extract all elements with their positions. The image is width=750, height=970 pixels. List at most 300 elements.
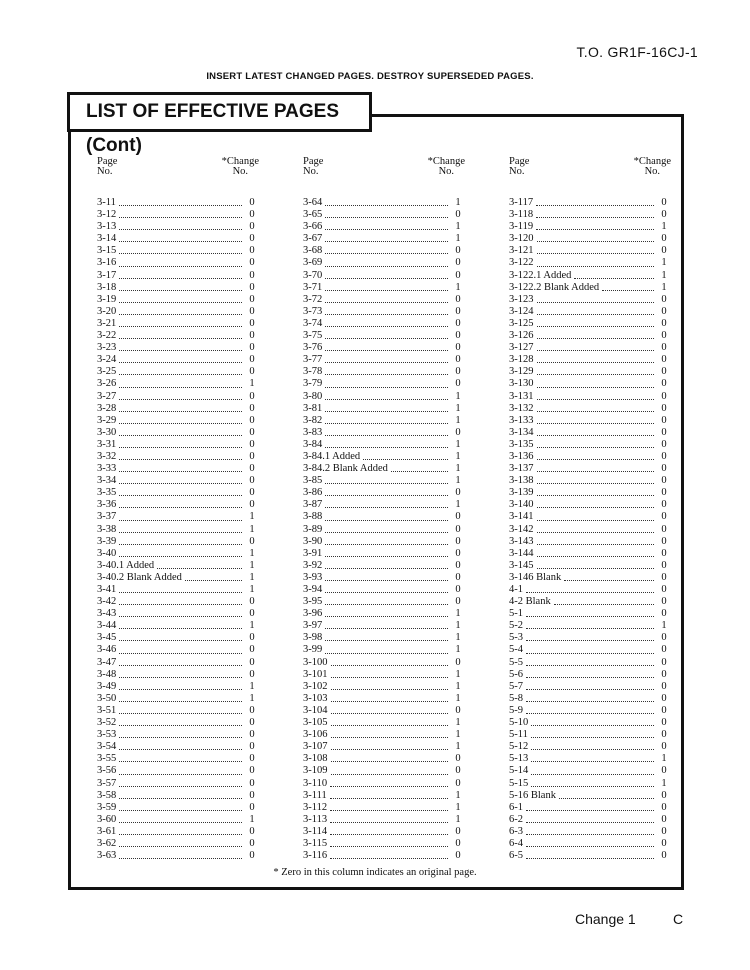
dot-leader bbox=[119, 596, 242, 608]
change-number: 1 bbox=[661, 281, 667, 293]
page-number: 3-34 bbox=[97, 475, 117, 487]
change-number: 1 bbox=[455, 233, 461, 245]
change-number: 0 bbox=[661, 330, 667, 342]
page-number: 3-14 bbox=[97, 233, 117, 245]
page-number: 3-124 bbox=[509, 305, 534, 317]
table-row bbox=[509, 596, 671, 608]
dot-leader bbox=[119, 620, 242, 632]
change-number: 0 bbox=[661, 523, 667, 535]
table-row bbox=[303, 657, 465, 669]
table-row bbox=[303, 282, 465, 294]
table-row bbox=[303, 499, 465, 511]
dot-leader bbox=[391, 463, 448, 475]
table-row bbox=[97, 826, 259, 838]
dot-leader bbox=[537, 487, 655, 499]
page-number: 3-132 bbox=[509, 402, 534, 414]
column-header bbox=[97, 157, 259, 197]
table-row bbox=[509, 282, 671, 294]
change-no-header: *Change No. bbox=[221, 156, 259, 177]
page-number: 3-68 bbox=[303, 245, 323, 257]
page-number: 3-57 bbox=[97, 777, 117, 789]
change-number: 0 bbox=[249, 305, 255, 317]
page-number: 3-129 bbox=[509, 366, 534, 378]
change-number: 0 bbox=[249, 354, 255, 366]
dot-leader bbox=[537, 294, 655, 306]
dot-leader bbox=[119, 717, 242, 729]
table-row bbox=[303, 596, 465, 608]
page-number: 3-112 bbox=[303, 801, 328, 813]
change-number: 0 bbox=[249, 269, 255, 281]
page-number: 3-125 bbox=[509, 317, 534, 329]
table-row bbox=[97, 802, 259, 814]
change-number: 0 bbox=[249, 438, 255, 450]
change-number: 0 bbox=[249, 463, 255, 475]
dot-leader bbox=[325, 233, 448, 245]
change-number: 0 bbox=[249, 197, 255, 208]
change-number: 0 bbox=[455, 317, 461, 329]
change-number: 0 bbox=[661, 596, 667, 608]
dot-leader bbox=[559, 790, 654, 802]
dot-leader bbox=[325, 620, 448, 632]
dot-leader bbox=[119, 511, 242, 523]
table-row bbox=[509, 753, 671, 765]
dot-leader bbox=[331, 729, 449, 741]
page-number: 3-93 bbox=[303, 571, 323, 583]
dot-leader bbox=[119, 257, 242, 269]
page-number: 3-88 bbox=[303, 511, 323, 523]
table-row bbox=[97, 257, 259, 269]
page-number: 3-81 bbox=[303, 402, 323, 414]
page-number: 5-3 bbox=[509, 632, 523, 644]
change-number: 0 bbox=[249, 644, 255, 656]
change-number: 1 bbox=[661, 257, 667, 269]
dot-leader bbox=[119, 729, 242, 741]
page-number: 3-40.2 Blank Added bbox=[97, 571, 182, 583]
table-row bbox=[303, 741, 465, 753]
change-number: 0 bbox=[661, 245, 667, 257]
dot-leader bbox=[119, 778, 242, 790]
page-no-header: Page No. bbox=[97, 156, 118, 177]
change-number: 0 bbox=[661, 559, 667, 571]
page-number: 6-4 bbox=[509, 837, 523, 849]
page-number: 3-13 bbox=[97, 221, 117, 233]
dot-leader bbox=[537, 354, 655, 366]
change-number: 0 bbox=[249, 596, 255, 608]
table-row bbox=[97, 197, 259, 209]
dot-leader bbox=[325, 403, 448, 415]
page-number: 3-82 bbox=[303, 414, 323, 426]
dot-leader bbox=[119, 657, 242, 669]
table-row bbox=[509, 778, 671, 790]
change-number: 1 bbox=[455, 463, 461, 475]
dot-leader bbox=[119, 802, 242, 814]
page-number: 4-1 bbox=[509, 584, 523, 595]
dot-leader bbox=[325, 644, 448, 656]
page-title: LIST OF EFFECTIVE PAGES (Cont) bbox=[67, 92, 372, 132]
change-number: 0 bbox=[249, 717, 255, 729]
dot-leader bbox=[537, 415, 655, 427]
change-number: 0 bbox=[455, 330, 461, 342]
page-number: 3-108 bbox=[303, 753, 328, 765]
table-row bbox=[97, 608, 259, 620]
change-number: 0 bbox=[249, 209, 255, 221]
page-number: 5-14 bbox=[509, 765, 529, 777]
table-row bbox=[303, 403, 465, 415]
dot-leader bbox=[325, 391, 448, 403]
change-no-header: *Change No. bbox=[427, 156, 465, 177]
table-row bbox=[509, 693, 671, 705]
table-row bbox=[303, 257, 465, 269]
table-row bbox=[303, 608, 465, 620]
dot-leader bbox=[119, 790, 242, 802]
page-number: 3-25 bbox=[97, 366, 117, 378]
table-row bbox=[509, 330, 671, 342]
footer-page-letter: C bbox=[673, 911, 684, 927]
page-number: 3-59 bbox=[97, 801, 117, 813]
table-row bbox=[303, 644, 465, 656]
dot-leader bbox=[325, 475, 448, 487]
page-number: 3-127 bbox=[509, 342, 534, 354]
dot-leader bbox=[119, 306, 242, 318]
dot-leader bbox=[330, 802, 448, 814]
page-number: 5-2 bbox=[509, 620, 523, 632]
table-row bbox=[509, 536, 671, 548]
change-number: 0 bbox=[455, 487, 461, 499]
table-row bbox=[509, 318, 671, 330]
page-no-header: Page No. bbox=[509, 156, 530, 177]
change-number: 0 bbox=[249, 850, 255, 862]
table-row bbox=[509, 403, 671, 415]
table-row bbox=[97, 439, 259, 451]
dot-leader bbox=[537, 536, 655, 548]
page-number: 3-114 bbox=[303, 825, 328, 837]
page-number: 3-96 bbox=[303, 608, 323, 620]
page-number: 3-48 bbox=[97, 668, 117, 680]
change-number: 0 bbox=[661, 293, 667, 305]
dot-leader bbox=[119, 221, 242, 233]
dot-leader bbox=[531, 729, 654, 741]
dot-leader bbox=[119, 693, 242, 705]
page-number: 5-16 Blank bbox=[509, 789, 556, 801]
table-row bbox=[509, 475, 671, 487]
change-number: 0 bbox=[661, 209, 667, 221]
dot-leader bbox=[537, 451, 655, 463]
page-number: 3-117 bbox=[509, 197, 534, 208]
dot-leader bbox=[325, 439, 448, 451]
change-number: 0 bbox=[661, 729, 667, 741]
change-number: 0 bbox=[249, 656, 255, 668]
page-number: 3-47 bbox=[97, 656, 117, 668]
page-number: 3-71 bbox=[303, 281, 323, 293]
page-number: 3-141 bbox=[509, 511, 534, 523]
page-number: 3-104 bbox=[303, 704, 328, 716]
change-number: 0 bbox=[661, 692, 667, 704]
page-number: 3-105 bbox=[303, 717, 328, 729]
change-number: 0 bbox=[661, 668, 667, 680]
page-number: 3-102 bbox=[303, 680, 328, 692]
change-number: 0 bbox=[249, 729, 255, 741]
table-row bbox=[509, 487, 671, 499]
page-number: 3-50 bbox=[97, 692, 117, 704]
dot-leader bbox=[325, 487, 448, 499]
page-number: 3-19 bbox=[97, 293, 117, 305]
change-number: 0 bbox=[661, 717, 667, 729]
dot-leader bbox=[119, 245, 242, 257]
change-number: 0 bbox=[249, 837, 255, 849]
dot-leader bbox=[119, 632, 242, 644]
page-number: 5-9 bbox=[509, 704, 523, 716]
dot-leader bbox=[325, 560, 448, 572]
change-number: 1 bbox=[249, 813, 255, 825]
change-number: 1 bbox=[455, 680, 461, 692]
change-number: 0 bbox=[249, 825, 255, 837]
change-number: 1 bbox=[455, 414, 461, 426]
change-number: 1 bbox=[455, 620, 461, 632]
page-number: 5-12 bbox=[509, 741, 529, 753]
dot-leader bbox=[119, 741, 242, 753]
dot-leader bbox=[119, 524, 242, 536]
page-number: 3-115 bbox=[303, 837, 328, 849]
page-number: 3-23 bbox=[97, 342, 117, 354]
change-number: 0 bbox=[661, 438, 667, 450]
dot-leader bbox=[119, 644, 242, 656]
change-number: 0 bbox=[455, 825, 461, 837]
page-number: 3-95 bbox=[303, 596, 323, 608]
table-row bbox=[97, 306, 259, 318]
lep-column-3 bbox=[509, 157, 671, 862]
table-row bbox=[509, 681, 671, 693]
page-number: 6-2 bbox=[509, 813, 523, 825]
change-number: 0 bbox=[661, 644, 667, 656]
table-row bbox=[509, 669, 671, 681]
dot-leader bbox=[325, 596, 448, 608]
dot-leader bbox=[331, 705, 449, 717]
table-row bbox=[509, 245, 671, 257]
table-row bbox=[97, 294, 259, 306]
dot-leader bbox=[531, 765, 654, 777]
footer-change-number: Change 1 bbox=[575, 911, 636, 927]
change-number: 0 bbox=[661, 197, 667, 208]
dot-leader bbox=[325, 318, 448, 330]
table-row bbox=[509, 209, 671, 221]
table-row bbox=[303, 427, 465, 439]
dot-leader bbox=[119, 487, 242, 499]
dot-leader bbox=[526, 814, 654, 826]
table-row bbox=[97, 415, 259, 427]
change-number: 1 bbox=[455, 692, 461, 704]
change-number: 0 bbox=[661, 499, 667, 511]
table-row bbox=[303, 524, 465, 536]
change-number: 0 bbox=[661, 475, 667, 487]
page-number: 3-64 bbox=[303, 197, 323, 208]
change-number: 0 bbox=[249, 475, 255, 487]
table-row bbox=[97, 850, 259, 862]
dot-leader bbox=[536, 209, 654, 221]
page-number: 3-11 bbox=[97, 197, 116, 208]
page-number: 3-67 bbox=[303, 233, 323, 245]
change-number: 1 bbox=[249, 559, 255, 571]
page-number: 3-31 bbox=[97, 438, 117, 450]
table-row bbox=[303, 378, 465, 390]
dot-leader bbox=[536, 221, 654, 233]
table-row bbox=[509, 620, 671, 632]
dot-leader bbox=[325, 294, 448, 306]
page-number: 3-42 bbox=[97, 596, 117, 608]
change-number: 1 bbox=[455, 197, 461, 208]
dot-leader bbox=[537, 342, 655, 354]
change-number: 0 bbox=[661, 632, 667, 644]
table-row bbox=[303, 463, 465, 475]
dot-leader bbox=[325, 608, 448, 620]
table-row bbox=[303, 536, 465, 548]
dot-leader bbox=[537, 306, 655, 318]
table-row bbox=[303, 632, 465, 644]
table-row bbox=[97, 765, 259, 777]
page-number: 3-119 bbox=[509, 221, 534, 233]
table-row bbox=[509, 814, 671, 826]
dot-leader bbox=[331, 681, 449, 693]
dot-leader bbox=[119, 451, 242, 463]
page-number: 3-35 bbox=[97, 487, 117, 499]
change-number: 1 bbox=[249, 692, 255, 704]
page-number: 3-78 bbox=[303, 366, 323, 378]
dot-leader bbox=[119, 403, 242, 415]
change-number: 0 bbox=[455, 269, 461, 281]
page-number: 3-122.1 Added bbox=[509, 269, 572, 281]
table-row bbox=[97, 209, 259, 221]
table-row bbox=[509, 451, 671, 463]
dot-leader bbox=[537, 463, 655, 475]
page-number: 3-89 bbox=[303, 523, 323, 535]
page-number: 3-69 bbox=[303, 257, 323, 269]
page-number: 3-91 bbox=[303, 547, 323, 559]
table-row bbox=[97, 270, 259, 282]
table-row bbox=[97, 524, 259, 536]
change-number: 0 bbox=[661, 378, 667, 390]
table-row bbox=[509, 741, 671, 753]
table-row bbox=[97, 705, 259, 717]
table-row bbox=[509, 644, 671, 656]
page-number: 3-77 bbox=[303, 354, 323, 366]
change-number: 0 bbox=[249, 608, 255, 620]
change-number: 0 bbox=[249, 414, 255, 426]
dot-leader bbox=[331, 717, 449, 729]
dot-leader bbox=[325, 378, 448, 390]
table-row bbox=[97, 814, 259, 826]
page-list bbox=[509, 197, 671, 862]
dot-leader bbox=[119, 439, 242, 451]
table-row bbox=[509, 802, 671, 814]
dot-leader bbox=[526, 620, 654, 632]
dot-leader bbox=[537, 366, 655, 378]
table-row bbox=[303, 729, 465, 741]
page-number: 3-54 bbox=[97, 741, 117, 753]
page-number: 3-84.1 Added bbox=[303, 450, 361, 462]
dot-leader bbox=[325, 257, 448, 269]
change-number: 0 bbox=[249, 221, 255, 233]
page-number: 5-6 bbox=[509, 668, 523, 680]
change-number: 0 bbox=[455, 765, 461, 777]
change-number: 0 bbox=[455, 342, 461, 354]
change-number: 0 bbox=[455, 850, 461, 862]
table-row bbox=[97, 427, 259, 439]
change-number: 0 bbox=[249, 777, 255, 789]
table-row bbox=[97, 463, 259, 475]
dot-leader bbox=[325, 245, 448, 257]
dot-leader bbox=[526, 693, 654, 705]
dot-leader bbox=[325, 366, 448, 378]
table-row bbox=[303, 270, 465, 282]
dot-leader bbox=[537, 439, 655, 451]
table-row bbox=[303, 765, 465, 777]
table-row bbox=[97, 511, 259, 523]
table-row bbox=[97, 245, 259, 257]
table-row bbox=[97, 487, 259, 499]
change-number: 0 bbox=[455, 656, 461, 668]
table-row bbox=[509, 233, 671, 245]
table-row bbox=[509, 790, 671, 802]
change-number: 0 bbox=[661, 463, 667, 475]
table-row bbox=[509, 717, 671, 729]
dot-leader bbox=[119, 850, 242, 862]
change-number: 1 bbox=[455, 608, 461, 620]
dot-leader bbox=[325, 197, 448, 209]
dot-leader bbox=[119, 342, 242, 354]
change-number: 0 bbox=[249, 426, 255, 438]
change-number: 1 bbox=[249, 571, 255, 583]
dot-leader bbox=[119, 294, 242, 306]
page-number: 3-44 bbox=[97, 620, 117, 632]
change-number: 0 bbox=[249, 342, 255, 354]
change-number: 1 bbox=[249, 378, 255, 390]
table-row bbox=[303, 705, 465, 717]
change-number: 0 bbox=[661, 680, 667, 692]
table-row bbox=[303, 197, 465, 209]
column-header bbox=[509, 157, 671, 197]
table-row bbox=[303, 826, 465, 838]
dot-leader bbox=[325, 306, 448, 318]
table-row bbox=[97, 669, 259, 681]
table-row bbox=[509, 729, 671, 741]
page-number: 3-111 bbox=[303, 789, 327, 801]
page-number: 3-66 bbox=[303, 221, 323, 233]
dot-leader bbox=[119, 330, 242, 342]
lep-column-1 bbox=[97, 157, 259, 862]
table-row bbox=[509, 197, 671, 209]
change-number: 0 bbox=[249, 245, 255, 257]
dot-leader bbox=[119, 209, 242, 221]
dot-leader bbox=[526, 584, 654, 596]
page-number: 3-116 bbox=[303, 850, 328, 862]
dot-leader bbox=[537, 524, 655, 536]
dot-leader bbox=[185, 572, 242, 584]
change-number: 0 bbox=[249, 257, 255, 269]
table-row bbox=[303, 681, 465, 693]
change-number: 1 bbox=[661, 777, 667, 789]
page-number: 3-134 bbox=[509, 426, 534, 438]
page-number: 6-5 bbox=[509, 850, 523, 862]
page-number: 3-103 bbox=[303, 692, 328, 704]
change-number: 0 bbox=[661, 390, 667, 402]
page-number: 3-79 bbox=[303, 378, 323, 390]
change-number: 1 bbox=[455, 390, 461, 402]
page-number: 3-113 bbox=[303, 813, 328, 825]
dot-leader bbox=[330, 814, 448, 826]
page-number: 5-10 bbox=[509, 717, 529, 729]
table-row bbox=[97, 717, 259, 729]
table-row bbox=[303, 717, 465, 729]
table-row bbox=[97, 560, 259, 572]
